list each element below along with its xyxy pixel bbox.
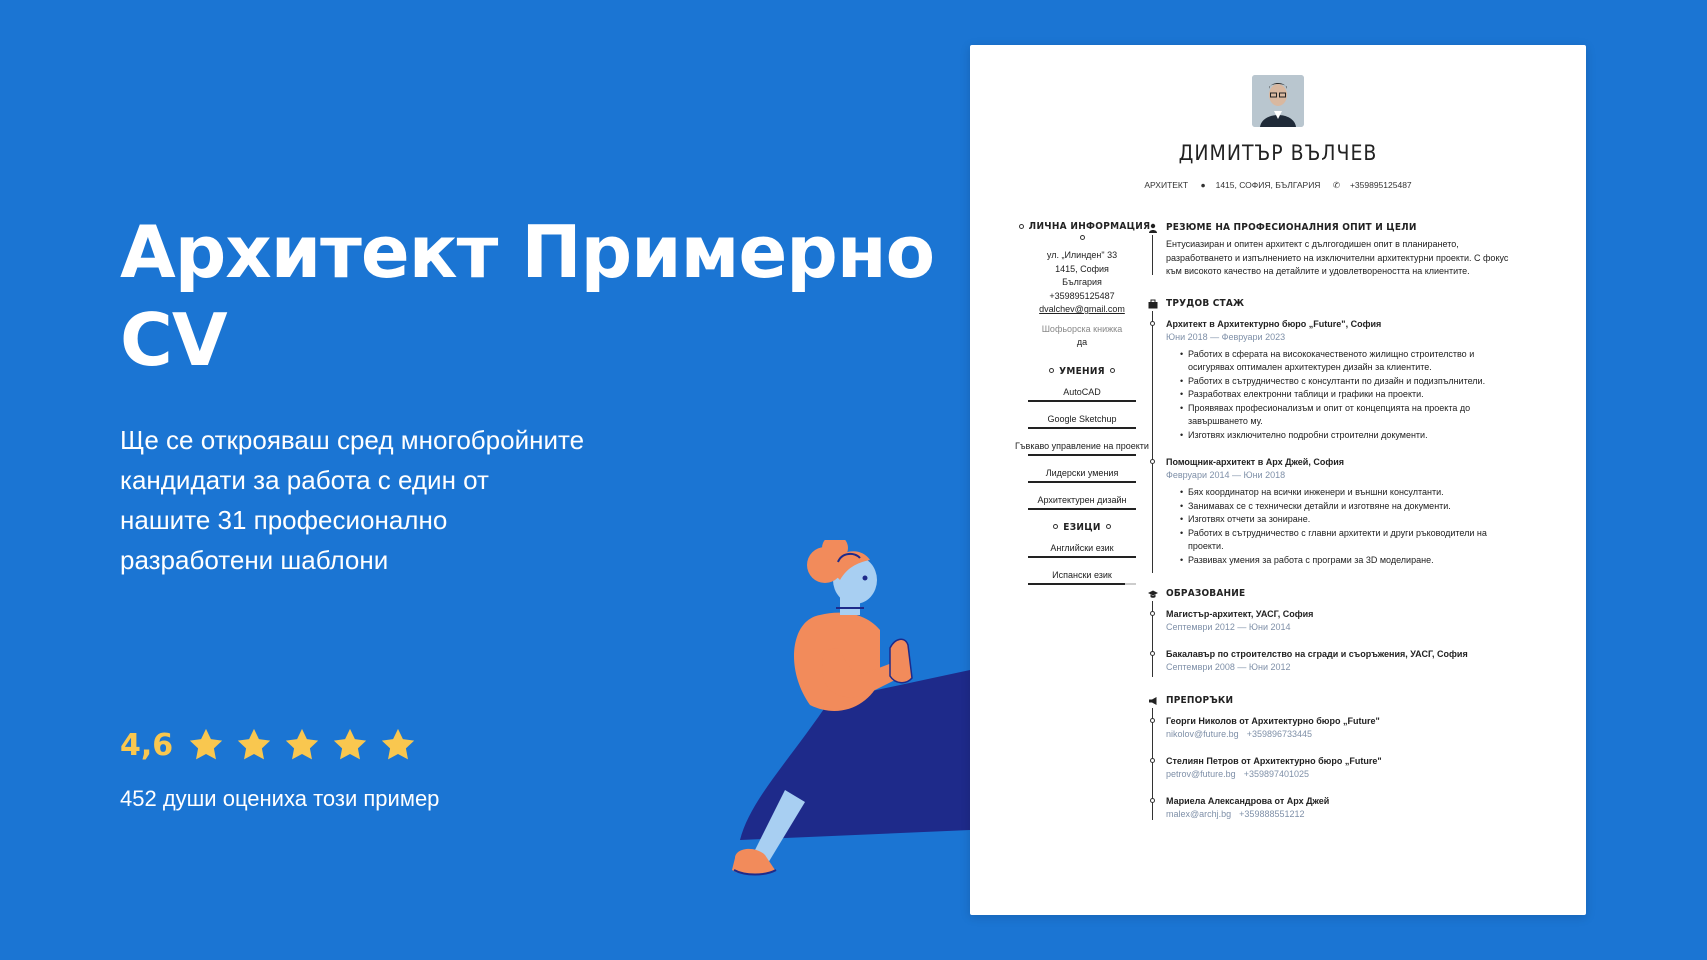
skill-level-bar [1028, 427, 1136, 429]
reference-contact [1166, 728, 1568, 741]
references-section [1148, 694, 1568, 821]
summary-line: към високото качество на детайлите и удовлетвореността на клиентите. [1166, 266, 1470, 276]
hero-title [120, 208, 940, 384]
person-icon [1148, 223, 1158, 233]
references-heading: ПРЕПОРЪКИ [1166, 695, 1234, 706]
graduation-cap-icon [1148, 589, 1158, 599]
skill-level-bar [1028, 481, 1136, 483]
experience-section [1148, 297, 1568, 568]
star-icon [187, 726, 225, 764]
education-heading: ОБРАЗОВАНИЕ [1166, 588, 1246, 599]
personal-email[interactable]: dvalchev@gmail.com [1039, 304, 1125, 314]
skill-level-bar [1028, 400, 1136, 402]
education-title: Магистър-архитект, УАСГ, София [1166, 609, 1314, 619]
job-bullet: • Работих в сферата на висококачественото жилищно строителство и [1188, 348, 1568, 362]
skill-item: Гъвкаво управление на проекти [1015, 440, 1149, 451]
job-bullets [1188, 486, 1568, 567]
resume-left-column [1008, 221, 1156, 593]
reference-email[interactable]: petrov@future.bg [1166, 769, 1236, 779]
reference-phone: +359896733445 [1246, 729, 1313, 739]
language-level-bar [1028, 556, 1136, 558]
skill-item: Архитектурен дизайн [1037, 494, 1127, 505]
skills-heading: УМЕНИЯ [1008, 366, 1156, 377]
education-entry [1166, 608, 1568, 634]
job-bullet-continuation: проекти. [1188, 541, 1224, 551]
skill-level-bar [1028, 508, 1136, 510]
language-level-bar [1028, 583, 1136, 585]
briefcase-icon [1148, 299, 1158, 309]
reference-entry [1166, 795, 1568, 821]
star-icon [283, 726, 321, 764]
job-bullet: • Работих в сътрудничество с главни архитекти и други ръководители на [1188, 527, 1568, 541]
summary-line: Ентусиазиран и опитен архитект с дългогодишен опит в планирането, [1166, 239, 1459, 249]
personal-street: ул. „Илинден" 33 [1046, 250, 1118, 260]
job-title: Архитект в Архитектурно бюро „Future", София [1166, 318, 1382, 329]
job-bullet-continuation: осигурявах оптимален архитектурен дизайн за клиентите. [1188, 362, 1432, 372]
resume-name: ДИМИТЪР ВЪЛЧЕВ [1178, 141, 1378, 165]
reference-name: Мариела Александрова от Арх Джей [1166, 796, 1330, 806]
hero-subtitle-line: кандидати за работа с един от [120, 465, 489, 495]
reference-phone: +359888551212 [1239, 809, 1305, 819]
personal-country: България [1062, 277, 1102, 287]
education-title: Бакалавър по строителство на сгради и съоръжения, УАСГ, София [1166, 649, 1468, 659]
personal-city: 1415, София [1055, 263, 1109, 274]
personal-info-heading: ЛИЧНА ИНФОРМАЦИЯ [1008, 221, 1156, 243]
rating-count: 452 души оцениха този пример [120, 786, 440, 811]
reference-email[interactable]: nikolov@future.bg [1166, 729, 1239, 739]
hero-title-line1: Архитект Примерно [120, 210, 935, 294]
education-date: Септември 2012 — Юни 2014 [1166, 622, 1291, 632]
job-bullet: • Разработвах електронни таблици и графики на проекти. [1188, 388, 1568, 402]
reference-phone: +359897401025 [1243, 769, 1310, 779]
reference-name: Стелиян Петров от Архитектурно бюро „Future" [1166, 756, 1382, 766]
job-bullet: • Работих в сътрудничество с консултанти по дизайн и подизпълнители. [1188, 375, 1568, 389]
job-entry [1166, 456, 1568, 567]
resume-preview[interactable] [970, 45, 1586, 915]
job-title: Помощник-архитект в Арх Джей, София [1166, 457, 1344, 467]
job-date: Юни 2018 — Февруари 2023 [1166, 331, 1286, 342]
job-bullet: • Развивах умения за работа с програми за 3D моделиране. [1188, 554, 1568, 568]
hero-subtitle-line: разработени шаблони [120, 545, 389, 575]
resume-right-column [1148, 221, 1568, 821]
education-section [1148, 587, 1568, 674]
reference-name: Георги Николов от Архитектурно бюро „Future" [1166, 716, 1380, 726]
job-bullet: • Изготвях изключително подробни строителни документи. [1188, 429, 1568, 443]
profile-photo [1252, 75, 1304, 127]
reference-email[interactable]: malex@archj.bg [1166, 809, 1232, 819]
reference-entry [1166, 715, 1568, 741]
reference-contact [1166, 808, 1568, 821]
megaphone-icon [1148, 696, 1158, 706]
job-bullet: • Бях координатор на всички инженери и външни консултанти. [1188, 486, 1568, 500]
job-bullet: • Изготвях отчети за зониране. [1188, 513, 1568, 527]
education-date: Септември 2008 — Юни 2012 [1166, 662, 1291, 672]
skill-level-bar [1028, 454, 1136, 456]
hero-title-line2: CV [120, 298, 227, 382]
resume-contact-line [970, 180, 1586, 191]
language-item: Испански език [1052, 569, 1112, 580]
phone-icon: ✆ [1332, 180, 1340, 190]
rating-value: 4,6 [120, 727, 174, 763]
job-entry [1166, 318, 1568, 443]
hero-subtitle-line: Ще се открояваш сред многобройните [120, 425, 585, 455]
reference-entry [1166, 755, 1568, 781]
rating [120, 726, 417, 764]
job-bullet: • Проявявах професионализъм и опит от концепцията на проекта до [1188, 402, 1568, 416]
hero-subtitle-line: нашите 31 професионално [120, 505, 448, 535]
job-bullet-continuation: завършването му. [1188, 416, 1263, 426]
resume-address: 1415, СОФИЯ, БЪЛГАРИЯ [1215, 180, 1321, 190]
star-icon [379, 726, 417, 764]
location-icon: ● [1200, 180, 1206, 190]
personal-phone: +359895125487 [1049, 290, 1115, 301]
job-bullet: • Занимавах се с технически детайли и изготвяне на документи. [1188, 500, 1568, 514]
license-label: Шофьорска книжка [1041, 323, 1123, 334]
star-icon [331, 726, 369, 764]
skill-item: AutoCAD [1063, 386, 1101, 397]
language-item: Английски език [1050, 542, 1114, 553]
reference-contact [1166, 768, 1568, 781]
resume-role: АРХИТЕКТ [1144, 180, 1189, 190]
education-entry [1166, 648, 1568, 674]
summary-line: разработването и изпълнението на изключителни архитектурни проекти. С фокус [1166, 252, 1509, 263]
summary-section [1148, 221, 1568, 279]
experience-heading: ТРУДОВ СТАЖ [1166, 297, 1245, 309]
job-bullets [1188, 348, 1568, 443]
skill-item: Лидерски умения [1045, 467, 1119, 478]
skill-item: Google Sketchup [1047, 413, 1117, 424]
hero-subtitle [120, 420, 680, 580]
summary-heading: РЕЗЮМЕ НА ПРОФЕСИОНАЛНИЯ ОПИТ И ЦЕЛИ [1166, 222, 1417, 233]
star-icon [235, 726, 273, 764]
license-value: да [1076, 337, 1088, 347]
job-date: Февруари 2014 — Юни 2018 [1166, 470, 1286, 480]
resume-phone: +359895125487 [1349, 180, 1412, 190]
woman-illustration [730, 540, 980, 880]
languages-heading: ЕЗИЦИ [1008, 522, 1156, 533]
